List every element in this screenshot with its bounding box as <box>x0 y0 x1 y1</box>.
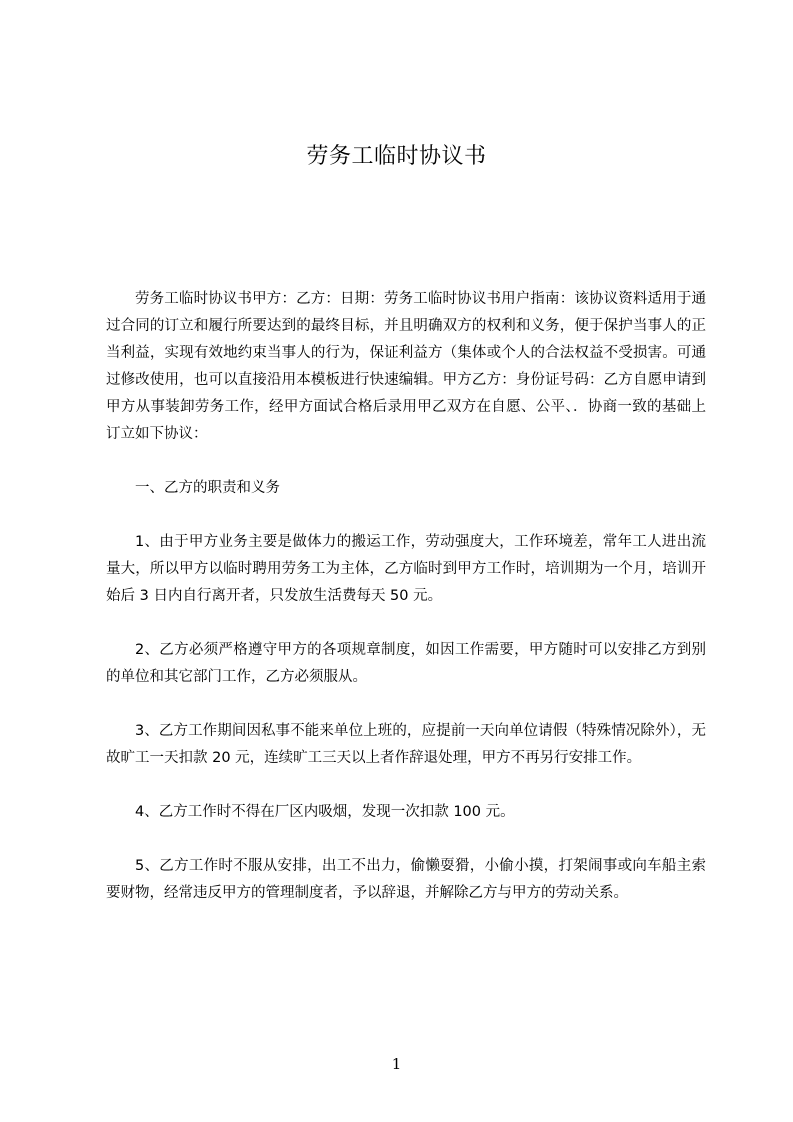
clause-5: 5、乙方工作时不服从安排，出工不出力，偷懒耍猾，小偷小摸，打架闹事或向车船主索要财物，经常违反甲方的管理制度者，予以辞退，并解除乙方与甲方的劳动关系。 <box>106 858 706 901</box>
document-body <box>106 286 706 907</box>
document-title: 劳务工临时协议书 <box>306 144 487 169</box>
clause-4: 4、乙方工作时不得在厂区内吸烟，发现一次扣款 100 元。 <box>135 804 515 820</box>
clause-3: 3、乙方工作期间因私事不能来单位上班的，应提前一天向单位请假（特殊情况除外），无故旷工一天扣款 20 元，连续旷工三天以上者作辞退处理，甲方不再另行安排工作。 <box>106 723 706 766</box>
clause-1: 1、由于甲方业务主要是做体力的搬运工作，劳动强度大，工作环境差，常年工人进出流量大，所以甲方以临时聘用劳务工为主体，乙方临时到甲方工作时，培训期为一个月，培训开始后 3 日内自行离开者，只发放生活费每天 50 元。 <box>106 534 706 604</box>
page-number: 1 <box>391 1055 402 1073</box>
section-heading: 一、乙方的职责和义务 <box>135 480 280 496</box>
clause-2: 2、乙方必须严格遵守甲方的各项规章制度，如因工作需要，甲方随时可以安排乙方到别的单位和其它部门工作，乙方必须服从。 <box>106 642 706 685</box>
intro-paragraph: 劳务工临时协议书甲方：乙方：日期：劳务工临时协议书用户指南：该协议资料适用于通过合同的订立和履行所要达到的最终目标，并且明确双方的权利和义务，便于保护当事人的正当利益，实现有效地约束当事人的行为，保证利益方（集体或个人的合法权益不受损害。可通过修改使用，也可以直接沿用本模板进行快速编辑。甲方乙方：身份证号码：乙方自愿申请到甲方从事装卸劳务工作，经甲方面试合格后录用甲乙双方在自愿、公平、．协商一致的基础上订立如下协议： <box>106 291 706 442</box>
